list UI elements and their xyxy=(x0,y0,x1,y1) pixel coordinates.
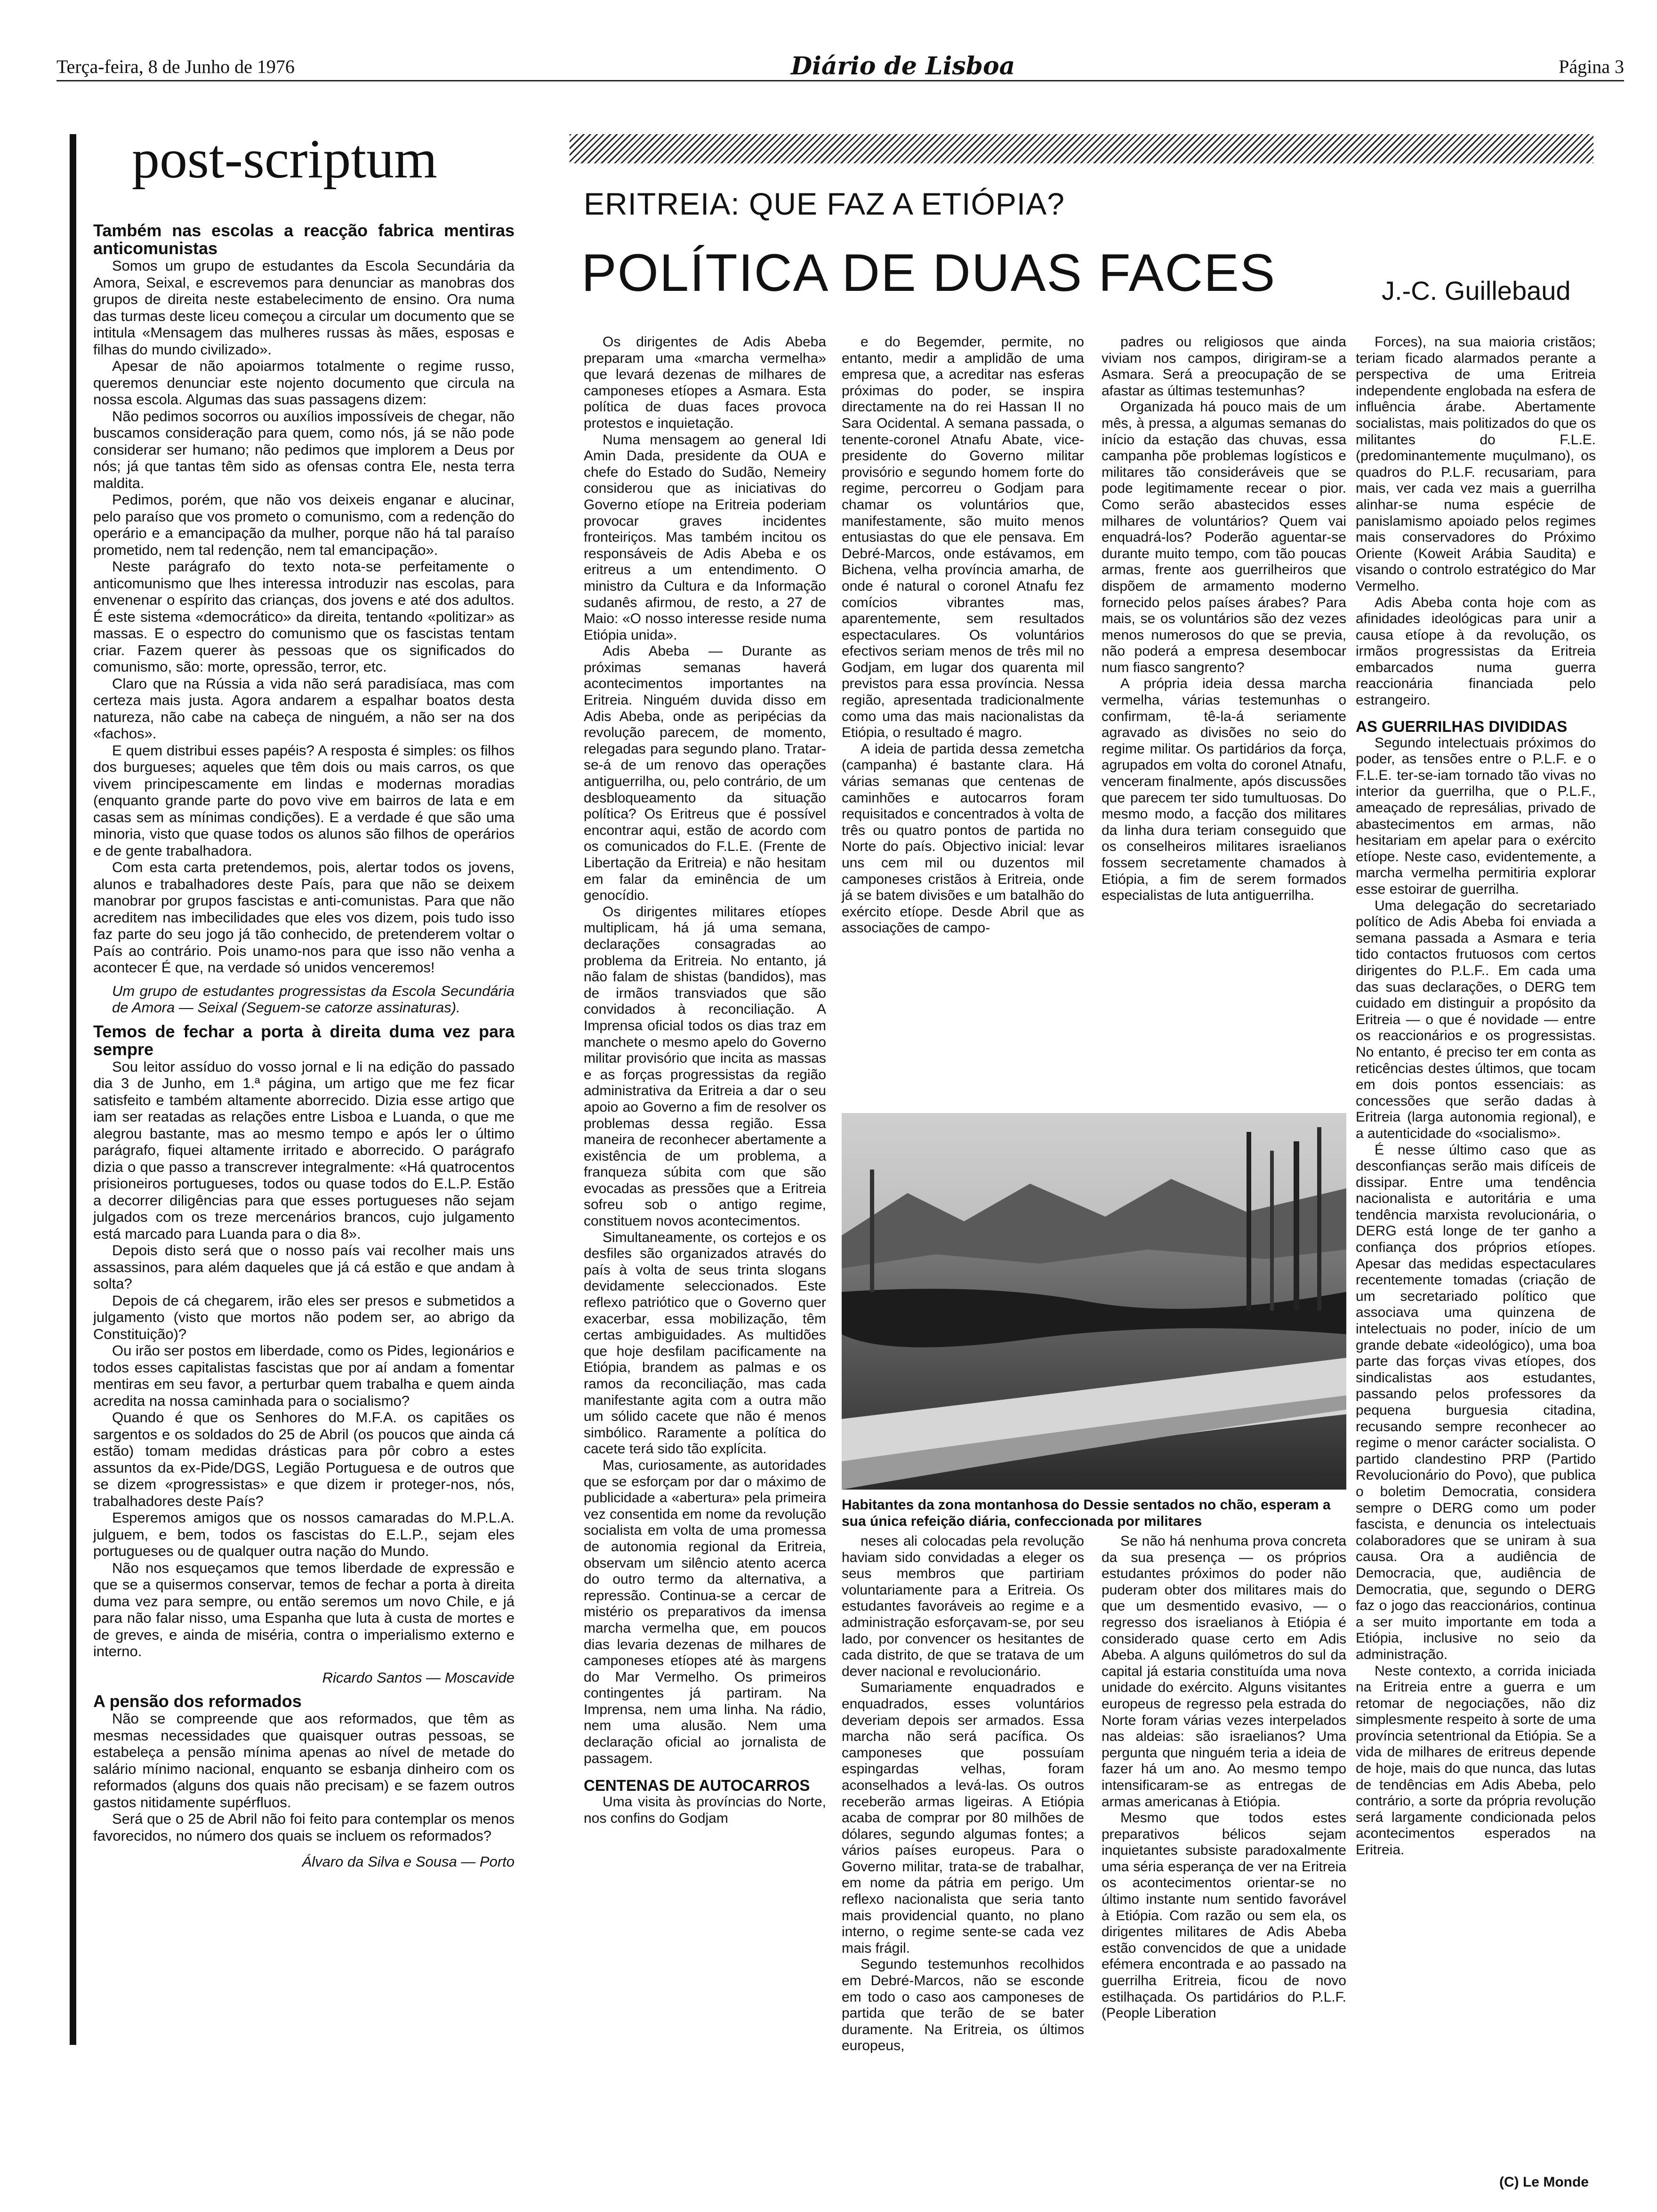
article-column-3 xyxy=(1102,334,1346,904)
letter-signature: Um grupo de estudantes progressistas da Escola Secundária de Amora — Seixal (Seguem-se catorze assinaturas). xyxy=(112,982,515,1016)
paragraph: Não se compreende que aos reformados, que têm as mesmas necessidades que quaisquer outras pessoas, se estabeleça a pensão mínima apenas ao nível de metade do salário mínimo nacional, enquanto se esbanja dinheiro com os reformados (alguns dos quais não precisam) e se fazem outros gastos nitidamente supérfluos. xyxy=(93,1710,515,1811)
article-byline: J.-C. Guillebaud xyxy=(1382,276,1571,305)
paragraph: Neste contexto, a corrida iniciada na Eritreia entre a guerra e um retomar de negociações, não diz simplesmente respeito à sorte de uma província setentrional da Etiópia. Se a vida de milhares de eritreus depende de hoje, mais do que nunca, das lutas de tendências em Adis Abeba, pelo contrário, a sorte da própria revolução será largamente condicionada pelos acontecimentos esperados na Eritreia. xyxy=(1356,1663,1596,1858)
letter-body xyxy=(93,1710,515,1844)
paragraph: Quando é que os Senhores do M.F.A. os capitães os sargentos e os soldados do 25 de Abril (os poucos que ainda cá estão) tomam medidas drásticas para pôr cobro a estes assuntos da ex-Pide/DGS, Legião Portuguesa e de outros que se dizem «progressistas» e que dizem ir proteger-nos, nós, trabalhadores deste País? xyxy=(93,1409,515,1509)
paragraph: Simultaneamente, os cortejos e os desfiles são organizados através do país à volta de seus trinta slogans devidamente seleccionados. Este reflexo patriótico que o Governo quer exacerbar, essa mobilização, têm certas ambiguidades. As multidões que hoje desfilam pacificamente na Etiópia, brandem as palmas e os ramos da reconciliação, mas cada manifestante agita com a outra mão um sólido cacete que não é menos simbólico. Raramente a política do cacete terá sido tão explícita. xyxy=(584,1229,826,1457)
paragraph: Numa mensagem ao general Idi Amin Dada, presidente da OUA e chefe do Estado do Sudão, Nemeiry considerou que as iniciativas do Governo etíope na Eritreia poderiam provocar graves incidentes fronteiriços. Mas também incitou os responsáveis de Adis Abeba e os eritreus a um entendimento. O ministro da Cultura e da Informação sudanês afirmou, de resto, a 27 de Maio: «O nosso interesse reside numa Etiópia unida». xyxy=(584,432,826,643)
article-credit: (C) Le Monde xyxy=(1499,2174,1589,2190)
paragraph: Somos um grupo de estudantes da Escola Secundária da Amora, Seixal, e escrevemos para denunciar as manobras dos grupos de direita neste estabelecimento de ensino. Ora numa das turmas deste liceu começou a circular um documento que se intitula «Mensagem das mulheres russas às mães, esposas e filhas do mundo civilizado». xyxy=(93,257,515,358)
paragraph: Adis Abeba conta hoje com as afinidades ideológicas para unir a causa etíope à da revolução, os irmãos progressistas da Eritreia embarcados numa guerra reaccionária financiada pelo estrangeiro. xyxy=(1356,594,1596,708)
paragraph: Ou irão ser postos em liberdade, como os Pides, legionários e todos esses capitalistas fascistas que por aí andam a fomentar mentiras em seu favor, a perturbar quem trabalha e quem ainda acredita na nossa caminhada para o socialismo? xyxy=(93,1342,515,1409)
paragraph: E quem distribui esses papéis? A resposta é simples: os filhos dos burgueses; aqueles que têm dois ou mais carros, os que vivem principescamente em lindas e modernas moradias (enquanto grande parte do povo vive em bairros de lata e em casas sem as mínimas condições). E a verdade é que são uma minoria, visto que quase todos os alunos são filhos de operários e de gente trabalhadora. xyxy=(93,742,515,859)
article-headline: POLÍTICA DE DUAS FACES xyxy=(581,243,1276,302)
paragraph: padres ou religiosos que ainda viviam nos campos, dirigiram-se a Asmara. Será a preocupação de se afastar as últimas testemunhas? xyxy=(1102,334,1346,399)
page-number: Página 3 xyxy=(1559,56,1624,77)
paragraph: Neste parágrafo do texto nota-se perfeitamente o anticomunismo que lhes interessa introduzir nas escolas, para envenenar o espírito das crianças, dos jovens e até dos adultos. É este sistema «democrático» da direita, tentando «politizar» as massas. E o espectro do comunismo que os fascistas tentam criar. Fazem querer às pessoas que os significados do comunismo, são: morte, opressão, terror, etc. xyxy=(93,558,515,675)
photo-caption: Habitantes da zona montanhosa do Dessie sentados no chão, esperam a sua única refeição diária, confeccionada por militares xyxy=(842,1497,1331,1529)
hatched-banner xyxy=(570,134,1593,163)
masthead xyxy=(56,52,1624,81)
paragraph: Mesmo que todos estes preparativos bélicos sejam inquietantes subsiste paradoxalmente uma séria esperança de ver na Eritreia os acontecimentos orientar-se no último instante num sentido favorável à Etiópia. Com razão ou sem ela, os dirigentes militares de Adis Abeba estão convencidos de que a unidade efémera encontrada e ao passado na guerrilha Eritreia, ficou de novo estilhaçada. Os partidários do P.L.F. (People Liberation xyxy=(1102,1810,1346,2021)
section-subheading: CENTENAS DE AUTOCARROS xyxy=(584,1777,810,1795)
paragraph: Claro que na Rússia a vida não será paradisíaca, mas com certeza mais justa. Agora andarem a espalhar boatos desta natureza, não cabe na cabeça de ninguém, a não ser na dos «fachos». xyxy=(93,675,515,742)
paragraph: Mas, curiosamente, as autoridades que se esforçam por dar o máximo de publicidade a «abertura» pela primeira vez consentida em nome da revolução socialista em volta de uma promessa de autonomia regional da Eritreia, observam um silêncio atento acerca do outro termo da alternativa, a repressão. Continua-se a cercar de mistério os preparativos da imensa marcha vermelha que, em poucos dias levaria dezenas de milhares de camponeses etíopes até às margens do Mar Vermelho. Os primeiros contingentes já partiram. Na Imprensa, nem uma linha. Na rádio, nem uma alusão. Nem uma declaração oficial ao jornalista de passagem. xyxy=(584,1457,826,1766)
post-scriptum-column xyxy=(93,219,515,1877)
paragraph: Segundo intelectuais próximos do poder, as tensões entre o P.L.F. e o F.L.E. ter-se-iam tornado tão vivas no interior da guerrilha, que o P.L.F., ameaçado de represálias, privado de abastecimentos em armas, não hesitariam em apelar para o exército etíope. Neste caso, evidentemente, a marcha vermelha permitiria explorar esse estoirar de guerrilha. xyxy=(1356,735,1596,897)
paragraph: A própria ideia dessa marcha vermelha, várias testemunhas o confirmam, tê-la-á seriamente agravado as divisões no seio do regime militar. Os partidários da força, agrupados em volta do coronel Atnafu, venceram finalmente, após discussões que parecem ter sido tumultuosas. Do mesmo modo, a facção dos militares da linha dura teriam conseguido que os conselheiros militares israelianos fossem secretamente chamados à Etiópia, a fim de serem formados especialistas de luta antiguerrilha. xyxy=(1102,676,1346,904)
letter-heading: Temos de fechar a porta à direita duma vez para sempre xyxy=(93,1021,515,1059)
article-column-2-lower xyxy=(842,1533,1084,2054)
section-subheading: AS GUERRILHAS DIVIDIDAS xyxy=(1356,717,1568,735)
article-kicker: ERITREIA: QUE FAZ A ETIÓPIA? xyxy=(584,186,1065,221)
article-column-4 xyxy=(1356,334,1596,1859)
paragraph: É nesse último caso que as desconfianças serão mais difíceis de dissipar. Entre uma tendência nacionalista e autoritária e uma tendência marxista revolucionária, o DERG está longe de ter ganho a confiança dos próprios etíopes. Apesar das medidas espectaculares recentemente tomadas (criação de um secretariado político que associava uma quinzena de intelectuais no poder, início de um grande debate «ideológico), uma boa parte das forças vivas etíopes, dos sindicalistas aos estudantes, passando pelos professores da pequena burguesia citadina, recusando sempre reconhecer ao regime o menor carácter socialista. O partido clandestino PRP (Partido Revolucionário do Povo), que publica o boletim Democratia, considera sempre o DERG como um poder fascista, e denuncia os intelectuais colaboradores que se uniram à sua causa. Ora a audiência de Democracia, que, audiência de Democratia, que, segundo o DERG faz o jogo das reaccionários, continua a ser muito importante em toda a Etiópia, inclusive no seio da administração. xyxy=(1356,1142,1596,1662)
paragraph: Forces), na sua maioria cristãos; teriam ficado alarmados perante a perspectiva de uma Eritreia independente englobada na esfera de influência árabe. Abertamente socialistas, mais politizados do que os militantes do F.L.E. (predominantemente muçulmano), os quadros do P.L.F. recusariam, para mais, ver cada vez mais a guerrilha alinhar-se numa espécie de panislamismo apoiado pelos regimes mais conservadores do Próximo Oriente (Koweit Arábia Saudita) e visando o controlo estratégico do Mar Vermelho. xyxy=(1356,334,1596,594)
newspaper-title: Diário de Lisboa xyxy=(791,52,1015,80)
paragraph: Pedimos, porém, que não vos deixeis enganar e alucinar, pelo paraíso que vos prometo o comunismo, com a redenção do operário e a emancipação da mulher, porque não há tal paraíso prometido, nem tal redenção, nem tal emancipação». xyxy=(93,491,515,558)
paragraph: Segundo testemunhos recolhidos em Debré-Marcos, não se esconde em todo o caso aos camponeses de partida que terão de se bater duramente. Na Eritreia, os últimos europeus, xyxy=(842,1956,1084,2054)
letter-signature: Ricardo Santos — Moscavide xyxy=(322,1669,515,1686)
issue-date: Terça-feira, 8 de Junho de 1976 xyxy=(56,56,295,77)
paragraph: Não pedimos socorros ou auxílios impossíveis de chegar, não buscamos consideração para quem, como nós, já se não pode considerar ser humano; não pedimos que implorem a Deus por nós; já que tantas têm sido as ofensas contra Ele, nesta terra maldita. xyxy=(93,408,515,491)
article-column-2 xyxy=(842,334,1084,937)
paragraph: Depois disto será que o nosso país vai recolher mais uns assassinos, para além daqueles que já cá estão e que andam à solta? xyxy=(93,1242,515,1292)
paragraph: Organizada há pouco mais de um mês, à pressa, a algumas semanas do início da estação das chuvas, essa campanha põe problemas logísticos e militares tão consideráveis que se pode legitimamente recear o pior. Como serão abastecidos esses milhares de voluntários? Quem vai enquadrá-los? Poderão aguentar-se durante muito tempo, com tão poucas armas, frente aos guerrilheiros que dispõem de armamento moderno fornecido pelos países árabes? Para mais, se os voluntários são dez vezes menos numerosos do que se previa, não poderá a empresa desembocar num fiasco sangrento? xyxy=(1102,399,1346,675)
letter-body xyxy=(93,257,515,976)
paragraph: Será que o 25 de Abril não foi feito para contemplar os menos favorecidos, no número dos quais se incluem os reformados? xyxy=(93,1811,515,1844)
paragraph: neses ali colocadas pela revolução haviam sido convidadas a eleger os seus membros que partiriam voluntariamente para a Eritreia. Os estudantes favoráveis ao regime e a administração esforçavam-se, por seu lado, por convencer os hesitantes de cada distrito, de que se tratava de um dever nacional e revolucionário. xyxy=(842,1533,1084,1679)
paragraph: Não nos esqueçamos que temos liberdade de expressão e que se a quisermos conservar, temos de fechar a porta à direita duma vez para sempre, ou então seremos um novo Chile, e já para não falar nisso, uma Espanha que luta à custa de mortes e de greves, e ainda de miséria, contra o imperialismo externo e interno. xyxy=(93,1559,515,1659)
paragraph: Esperemos amigos que os nossos camaradas do M.P.L.A. julguem, e bem, todos os fascistas do E.L.P., sejam eles portugueses ou de qualquer outra nação do Mundo. xyxy=(93,1509,515,1559)
paragraph: A ideia de partida dessa zemetcha (campanha) é bastante clara. Há várias semanas que centenas de caminhões e autocarros foram requisitados e concentrados à volta de três ou quatro pontos de partida no Norte do país. Objectivo inicial: levar uns cem mil ou duzentos mil camponeses cristãos à Eritreia, onde já se batem divisões e um batalhão do exército etíope. Desde Abril que as associações de campo- xyxy=(842,741,1084,936)
paragraph: Uma visita às províncias do Norte, nos confins do Godjam xyxy=(584,1794,826,1826)
paragraph: Sumariamente enquadrados e enquadrados, esses voluntários deveriam depois ser armados. Essa marcha não será pacífica. Os camponeses que possuíam espingardas velhas, foram aconselhados a levá-las. Os outros receberão armas ligeiras. A Etiópia acaba de comprar por 80 milhões de dólares, segundo algumas fontes; a vários países europeus. Para o Governo militar, trata-se de trabalhar, em nome da pátria em perigo. Um reflexo nacionalista que seria tanto mais providencial quanto, no plano interno, o regime sente-se cada vez mais frágil. xyxy=(842,1680,1084,1956)
paragraph: Adis Abeba — Durante as próximas semanas haverá acontecimentos importantes na Eritreia. Ninguém duvida disso em Adis Abeba, onde as peripécias da revolução parecem, de momento, relegadas para segundo plano. Tratar-se-á de um renovo das operações antiguerrilha, ou, pelo contrário, de um desbloqueamento da situação política? Os Eritreus que é possível encontrar aqui, estão de acordo com os comunicados do F.L.E. (Frente de Libertação da Eritreia) e não hesitam em falar da eminência de um genocídio. xyxy=(584,643,826,904)
paragraph: Os dirigentes de Adis Abeba preparam uma «marcha vermelha» que levará dezenas de milhares de camponeses etíopes a Asmara. Esta política de duas faces provoca protestos e inquietação. xyxy=(584,334,826,431)
paragraph: Os dirigentes militares etíopes multiplicam, há já uma semana, declarações consagradas ao problema da Eritreia. No entanto, já não falam de shistas (bandidos), mas de irmãos transviados que são convidados à reconciliação. A Imprensa oficial todos os dias traz em manchete o mesmo apelo do Governo militar provisório que incita as massas e as forças progressistas da região administrativa da Eritreia a dar o seu apoio ao Governo a fim de resolver os problemas dessa região. Essa maneira de reconhecer abertamente a existência de um problema, a franqueza súbita com que são evocadas as pressões que a Eritreia sofreu sob o antigo regime, constituem novos acontecimentos. xyxy=(584,904,826,1229)
article-photo xyxy=(842,1113,1346,1490)
paragraph: Uma delegação do secretariado político de Adis Abeba foi enviada a semana passada a Asmara e teria tido contactos frutuosos com certos dirigentes do P.L.F.. Em cada uma das suas declarações, o DERG tem cuidado em distinguir a propósito da Eritreia — o que é novidade — entre os reaccionários e os progressistas. No entanto, é preciso ter em conta as reticências destes últimos, que tocam em dois pontos essenciais: as concessões que serão dadas à Eritreia (larga autonomia regional), e a autenticidade do «socialismo». xyxy=(1356,898,1596,1141)
article-column-1 xyxy=(584,334,826,1827)
paragraph: Se não há nenhuma prova concreta da sua presença — os próprios estudantes próximos do poder não puderam obter dos militares mais do que um desmentido evasivo, — o regresso dos israelianos à Etiópia é considerado quase certo em Adis Abeba. A alguns quilómetros do sul da capital já estaria constituída uma nova unidade do exército. Alguns visitantes europeus de regresso pela estrada do Norte foram várias vezes interpelados nas aldeias: são israelianos? Uma pergunta que ninguém teria a ideia de fazer há um ano. Ao mesmo tempo intensificaram-se as entregas de armas americanas à Etiópia. xyxy=(1102,1533,1346,1810)
letter-signature: Álvaro da Silva e Sousa — Porto xyxy=(302,1853,515,1870)
photo-image xyxy=(842,1113,1346,1490)
paragraph: Depois de cá chegarem, irão eles ser presos e submetidos a julgamento (visto que mortos não podem ser, ao abrigo da Constituição)? xyxy=(93,1292,515,1342)
paragraph: Apesar de não apoiarmos totalmente o regime russo, queremos denunciar este nojento documento que circula na nossa escola. Algumas das suas passagens dizem: xyxy=(93,358,515,408)
paragraph: Com esta carta pretendemos, pois, alertar todos os jovens, alunos e trabalhadores deste País, para que não se deixem manobrar por grupos fascistas e anti-comunistas. Para que não acreditem nas imbecilidades que eles vos dizem, pois tudo isso faz parte do seu jogo já tão conhecido, de pretenderem voltar o País ao contrário. Pois unamo-nos para que isso não venha a acontecer É que, na verdade só unidos venceremos! xyxy=(93,859,515,976)
post-scriptum-title: post-scriptum xyxy=(132,128,437,190)
letter-heading: Também nas escolas a reacção fabrica mentiras anticomunistas xyxy=(93,221,515,258)
letter-heading: A pensão dos reformados xyxy=(93,1691,302,1711)
paragraph: Sou leitor assíduo do vosso jornal e li na edição do passado dia 3 de Junho, em 1.ª página, um artigo que me fez ficar satisfeito e também altamente aborrecido. Dizia esse artigo que iam ser reatadas as relações entre Lisboa e Luanda, o que me alegrou bastante, mas ao mesmo tempo e após ler o último parágrafo, fiquei altamente irritado e aborrecido. O parágrafo dizia o que passo a transcrever integralmente: «Há quatrocentos prisioneiros portugueses, todos ou quase todos do E.L.P. Estão a decorrer diligências para que esses portugueses não sejam julgados com os treze mercenários brancos, cujo julgamento está marcado para Luanda para o dia 8». xyxy=(93,1058,515,1242)
paragraph: e do Begemder, permite, no entanto, medir a amplidão de uma empresa que, a acreditar nas esferas próximas do poder, se inspira directamente na do rei Hassan II no Sara Ocidental. A semana passada, o tenente-coronel Atnafu Abate, vice-presidente do Governo militar provisório e segundo homem forte do regime, percorreu o Godjam para chamar os voluntários que, manifestamente, são muito menos entusiastas do que ele pensava. Em Debré-Marcos, onde estávamos, em Bichena, velha província amarha, de onde é natural o coronel Atnafu fez comícios vibrantes mas, aparentemente, sem resultados espectaculares. Os voluntários efectivos seriam menos de três mil no Godjam, em lugar dos quarenta mil previstos para essa província. Nessa região, apresentada tradicionalmente como uma das mais nacionalistas da Etiópia, o resultado é magro. xyxy=(842,334,1084,741)
post-scriptum-rule xyxy=(70,134,76,2045)
letter-body xyxy=(93,1058,515,1660)
article-column-3-lower xyxy=(1102,1533,1346,2022)
